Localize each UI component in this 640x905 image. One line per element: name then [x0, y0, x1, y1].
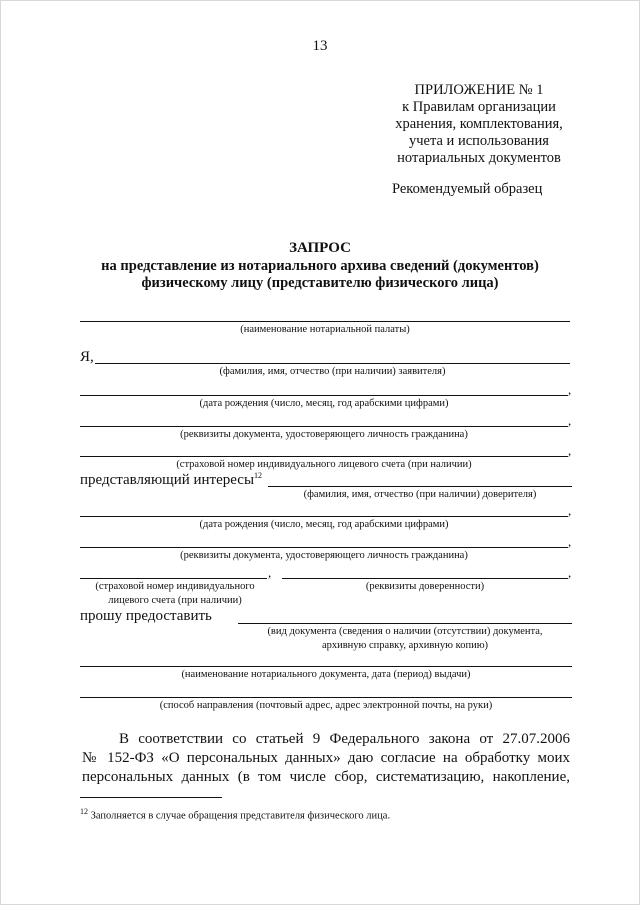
identity-doc-caption: (реквизиты документа, удостоверяющего личность гражданина) — [180, 429, 468, 440]
comma: , — [568, 534, 572, 549]
applicant-name-caption: (фамилия, имя, отчество (при наличии) заявителя) — [219, 366, 446, 377]
notary-chamber-line[interactable] — [80, 321, 570, 322]
principal-identity-doc-line[interactable] — [80, 547, 568, 548]
comma: , — [268, 565, 272, 580]
comma: , — [568, 382, 572, 397]
notarial-doc-line[interactable] — [80, 666, 572, 667]
snils-caption: (страховой номер индивидуального лицевого счета (при наличии) — [176, 459, 472, 470]
footnote-text: Заполняется в случае обращения представителя физического лица. — [88, 810, 391, 822]
principal-snils-caption: (страховой номер индивидуального — [95, 581, 255, 592]
appendix-title: ПРИЛОЖЕНИЕ № 1 — [414, 82, 544, 98]
principal-snils-line[interactable] — [80, 578, 267, 579]
comma: , — [568, 443, 572, 458]
comma: , — [568, 565, 572, 580]
page-number: 13 — [312, 38, 328, 54]
ya-label: Я, — [80, 349, 94, 365]
footnote-ref: 12 — [254, 471, 263, 480]
principal-birth-date-caption: (дата рождения (число, месяц, год арабскими цифрами) — [199, 519, 449, 530]
principal-name-line[interactable] — [268, 486, 572, 487]
form-subtitle-line1: на представление из нотариального архива сведений (документов) — [101, 258, 539, 274]
consent-line: № 152-ФЗ «О персональных данных» даю согласие на обработку моих — [82, 750, 570, 766]
recommended-sample: Рекомендуемый образец — [392, 181, 543, 197]
consent-paragraph — [82, 730, 570, 787]
power-of-attorney-line[interactable] — [282, 578, 568, 579]
snils-line[interactable] — [80, 456, 568, 457]
appendix-line: нотариальных документов — [397, 150, 561, 166]
birth-date-line[interactable] — [80, 395, 568, 396]
appendix-line: учета и использования — [409, 133, 549, 149]
footnote-mark: 12 — [80, 807, 88, 816]
footnote-rule — [80, 797, 222, 798]
delivery-method-line[interactable] — [80, 697, 572, 698]
consent-line: персональных данных (в том числе сбор, систематизацию, накопление, — [82, 769, 570, 785]
consent-line: В соответствии со статьей 9 Федерального закона от 27.07.2006 — [119, 731, 570, 747]
appendix-line: к Правилам организации — [402, 99, 556, 115]
doc-type-caption: (вид документа (сведения о наличии (отсутствии) документа, — [267, 626, 543, 637]
notary-chamber-caption: (наименование нотариальной палаты) — [240, 324, 410, 335]
delivery-method-caption: (способ направления (почтовый адрес, адрес электронной почты, на руки) — [159, 700, 493, 711]
birth-date-caption: (дата рождения (число, месяц, год арабскими цифрами) — [199, 398, 449, 409]
applicant-name-line[interactable] — [95, 363, 570, 364]
power-of-attorney-caption: (реквизиты доверенности) — [365, 581, 485, 592]
representing-text: представляющий интересы — [80, 472, 255, 488]
form-title: ЗАПРОС — [289, 240, 351, 256]
comma: , — [568, 503, 572, 518]
appendix-line: хранения, комплектования, — [395, 116, 563, 132]
principal-snils-caption: лицевого счета (при наличии) — [108, 595, 242, 606]
principal-name-caption: (фамилия, имя, отчество (при наличии) доверителя) — [303, 489, 537, 500]
notarial-doc-caption: (наименование нотариального документа, дата (период) выдачи) — [181, 669, 471, 680]
principal-identity-doc-caption: (реквизиты документа, удостоверяющего личность гражданина) — [180, 550, 468, 561]
comma: , — [568, 413, 572, 428]
appendix-block — [340, 82, 618, 167]
form-subtitle-line2: физическому лицу (представителю физического лица) — [141, 275, 499, 291]
request-label: прошу предоставить — [80, 608, 212, 624]
doc-type-line[interactable] — [238, 623, 572, 624]
representing-label — [80, 471, 262, 489]
principal-birth-date-line[interactable] — [80, 516, 568, 517]
doc-type-caption: архивную справку, архивную копию) — [321, 640, 489, 651]
identity-doc-line[interactable] — [80, 426, 568, 427]
footnote — [80, 807, 390, 822]
